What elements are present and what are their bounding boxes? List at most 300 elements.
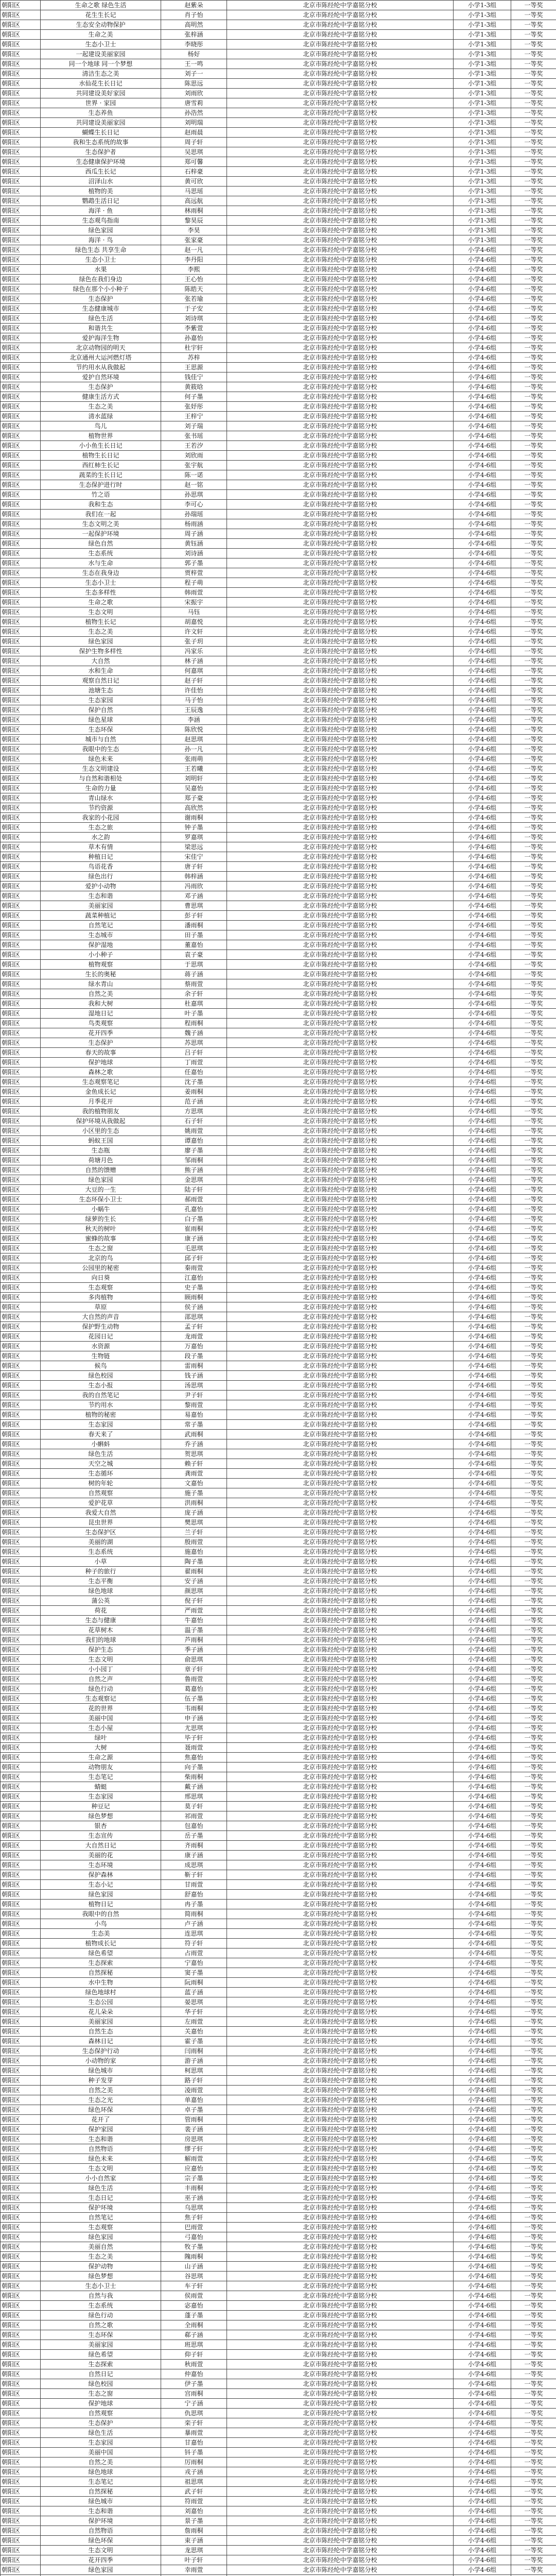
district-cell: 朝阳区 xyxy=(1,1831,41,1841)
author-cell: 王梓宁 xyxy=(161,412,227,421)
table-row xyxy=(1,2565,556,2575)
work-title-cell: 生态环保 xyxy=(41,725,161,735)
work-title-cell: 植物成长记 xyxy=(41,1939,161,1948)
award-level-cell: 一等奖 xyxy=(511,2144,556,2154)
work-title-cell: 生态探索 xyxy=(41,1958,161,1968)
school-cell: 北京市陈经纶中学嘉铭分校 xyxy=(227,1126,454,1136)
work-title-cell: 生态观察记 xyxy=(41,1694,161,1704)
school-cell: 北京市陈经纶中学嘉铭分校 xyxy=(227,2301,454,2311)
author-cell: 戴子涵 xyxy=(161,1782,227,1792)
author-cell: 叶子轩 xyxy=(161,2555,227,2565)
work-title-cell: 生态和谐 xyxy=(41,2506,161,2516)
grade-group-cell: 小学4-6组 xyxy=(454,1449,511,1459)
district-cell: 朝阳区 xyxy=(1,1381,41,1391)
school-cell: 北京市陈经纶中学嘉铭分校 xyxy=(227,1753,454,1762)
award-level-cell: 一等奖 xyxy=(511,970,556,979)
school-cell: 北京市陈经纶中学嘉铭分校 xyxy=(227,1439,454,1449)
grade-group-cell: 小学1-3组 xyxy=(454,40,511,49)
award-level-cell: 一等奖 xyxy=(511,1939,556,1948)
work-title-cell: 生命之歌 绿色生活 xyxy=(41,1,161,10)
district-cell: 朝阳区 xyxy=(1,2027,41,2037)
work-title-cell: 节约用水从我做起 xyxy=(41,363,161,372)
award-level-cell: 一等奖 xyxy=(511,558,556,568)
table-row xyxy=(1,1802,556,1811)
school-cell: 北京市陈经纶中学嘉铭分校 xyxy=(227,2164,454,2174)
district-cell: 朝阳区 xyxy=(1,49,41,59)
author-cell: 于子安 xyxy=(161,304,227,314)
table-row xyxy=(1,911,556,921)
school-cell: 北京市陈经纶中学嘉铭分校 xyxy=(227,235,454,245)
table-row xyxy=(1,1302,556,1312)
grade-group-cell: 小学4-6组 xyxy=(454,1342,511,1351)
work-title-cell: 荷塘月色 xyxy=(41,1156,161,1165)
school-cell: 北京市陈经纶中学嘉铭分校 xyxy=(227,1929,454,1939)
table-row xyxy=(1,1900,556,1909)
author-cell: 钭子墨 xyxy=(161,2448,227,2458)
district-cell: 朝阳区 xyxy=(1,784,41,793)
award-level-cell: 一等奖 xyxy=(511,1772,556,1782)
school-cell: 北京市陈经纶中学嘉铭分校 xyxy=(227,49,454,59)
table-row xyxy=(1,363,556,372)
author-cell: 蓬子墨 xyxy=(161,2311,227,2320)
grade-group-cell: 小学4-6组 xyxy=(454,353,511,363)
author-cell: 冉子墨 xyxy=(161,1900,227,1909)
award-level-cell: 一等奖 xyxy=(511,1508,556,1518)
work-title-cell: 保护生物多样性 xyxy=(41,647,161,656)
award-level-cell: 一等奖 xyxy=(511,852,556,862)
school-cell: 北京市陈经纶中学嘉铭分校 xyxy=(227,421,454,431)
author-cell: 殷雨萱 xyxy=(161,1537,227,1547)
district-cell: 朝阳区 xyxy=(1,930,41,940)
district-cell: 朝阳区 xyxy=(1,1586,41,1596)
author-cell: 侯雨萱 xyxy=(161,2291,227,2301)
author-cell: 孙嘉怡 xyxy=(161,333,227,343)
district-cell: 朝阳区 xyxy=(1,842,41,852)
author-cell: 牛嘉怡 xyxy=(161,1616,227,1625)
work-title-cell: 植物的美 xyxy=(41,187,161,196)
award-level-cell: 一等奖 xyxy=(511,226,556,235)
award-level-cell: 一等奖 xyxy=(511,304,556,314)
grade-group-cell: 小学4-6组 xyxy=(454,2134,511,2144)
district-cell: 朝阳区 xyxy=(1,891,41,901)
table-row xyxy=(1,2389,556,2399)
table-row xyxy=(1,59,556,69)
work-title-cell: 自然与我 xyxy=(41,2291,161,2301)
grade-group-cell: 小学4-6组 xyxy=(454,970,511,979)
author-cell: 贺思琪 xyxy=(161,1449,227,1459)
school-cell: 北京市陈经纶中学嘉铭分校 xyxy=(227,2536,454,2546)
award-level-cell: 一等奖 xyxy=(511,2546,556,2555)
district-cell: 朝阳区 xyxy=(1,1792,41,1802)
district-cell: 朝阳区 xyxy=(1,89,41,98)
table-row xyxy=(1,304,556,314)
award-level-cell: 一等奖 xyxy=(511,1028,556,1038)
grade-group-cell: 小学4-6组 xyxy=(454,2115,511,2125)
district-cell: 朝阳区 xyxy=(1,265,41,275)
grade-group-cell: 小学1-3组 xyxy=(454,89,511,98)
award-level-cell: 一等奖 xyxy=(511,382,556,392)
grade-group-cell: 小学4-6组 xyxy=(454,1792,511,1802)
award-level-cell: 一等奖 xyxy=(511,1146,556,1156)
award-level-cell: 一等奖 xyxy=(511,686,556,696)
district-cell: 朝阳区 xyxy=(1,2330,41,2340)
school-cell: 北京市陈经纶中学嘉铭分校 xyxy=(227,1997,454,2007)
school-cell: 北京市陈经纶中学嘉铭分校 xyxy=(227,1273,454,1283)
award-level-cell: 一等奖 xyxy=(511,1420,556,1430)
work-title-cell: 美丽中国 xyxy=(41,1714,161,1723)
district-cell: 朝阳区 xyxy=(1,1224,41,1234)
author-cell: 牧子墨 xyxy=(161,2242,227,2252)
author-cell: 温子墨 xyxy=(161,1625,227,1635)
award-level-cell: 一等奖 xyxy=(511,1048,556,1058)
work-title-cell: 绿色生活 xyxy=(41,2428,161,2438)
grade-group-cell: 小学4-6组 xyxy=(454,1263,511,1273)
grade-group-cell: 小学4-6组 xyxy=(454,2438,511,2448)
school-cell: 北京市陈经纶中学嘉铭分校 xyxy=(227,1782,454,1792)
district-cell: 朝阳区 xyxy=(1,1821,41,1831)
school-cell: 北京市陈经纶中学嘉铭分校 xyxy=(227,2183,454,2193)
grade-group-cell: 小学4-6组 xyxy=(454,793,511,803)
work-title-cell: 生态公园 xyxy=(41,1997,161,2007)
author-cell: 孙瑞瑶 xyxy=(161,510,227,519)
author-cell: 黄可欣 xyxy=(161,177,227,187)
district-cell: 朝阳区 xyxy=(1,539,41,549)
work-title-cell: 生态文明 xyxy=(41,607,161,617)
table-row xyxy=(1,226,556,235)
grade-group-cell: 小学4-6组 xyxy=(454,2144,511,2154)
table-row xyxy=(1,2379,556,2389)
table-row xyxy=(1,2134,556,2144)
grade-group-cell: 小学4-6组 xyxy=(454,882,511,891)
grade-group-cell: 小学4-6组 xyxy=(454,245,511,255)
author-cell: 赵一凡 xyxy=(161,245,227,255)
school-cell: 北京市陈经纶中学嘉铭分校 xyxy=(227,245,454,255)
school-cell: 北京市陈经纶中学嘉铭分校 xyxy=(227,1214,454,1224)
district-cell: 朝阳区 xyxy=(1,764,41,774)
author-cell: 龚雨萱 xyxy=(161,1469,227,1479)
table-row xyxy=(1,2232,556,2242)
district-cell: 朝阳区 xyxy=(1,2086,41,2095)
author-cell: 陶子墨 xyxy=(161,1557,227,1567)
district-cell: 朝阳区 xyxy=(1,1126,41,1136)
award-level-cell: 一等奖 xyxy=(511,519,556,529)
school-cell: 北京市陈经纶中学嘉铭分校 xyxy=(227,1625,454,1635)
work-title-cell: 爱护花草 xyxy=(41,1498,161,1508)
work-title-cell: 生态保护者 xyxy=(41,147,161,157)
table-row xyxy=(1,1625,556,1635)
grade-group-cell: 小学4-6组 xyxy=(454,1508,511,1518)
table-row xyxy=(1,588,556,598)
award-level-cell: 一等奖 xyxy=(511,940,556,950)
table-row xyxy=(1,1606,556,1616)
school-cell: 北京市陈经纶中学嘉铭分校 xyxy=(227,2281,454,2291)
school-cell: 北京市陈经纶中学嘉铭分校 xyxy=(227,862,454,872)
work-title-cell: 绿色家园 xyxy=(41,1175,161,1185)
school-cell: 北京市陈经纶中学嘉铭分校 xyxy=(227,1410,454,1420)
grade-group-cell: 小学4-6组 xyxy=(454,588,511,598)
author-cell: 文嘉怡 xyxy=(161,1479,227,1488)
table-row xyxy=(1,1253,556,1263)
award-level-cell: 一等奖 xyxy=(511,2360,556,2369)
table-row xyxy=(1,2281,556,2291)
district-cell: 朝阳区 xyxy=(1,470,41,480)
school-cell: 北京市陈经纶中学嘉铭分校 xyxy=(227,1557,454,1567)
grade-group-cell: 小学4-6组 xyxy=(454,441,511,451)
district-cell: 朝阳区 xyxy=(1,911,41,921)
author-cell: 刘诗琪 xyxy=(161,314,227,324)
award-level-cell: 一等奖 xyxy=(511,1136,556,1146)
work-title-cell: 生命的力量 xyxy=(41,784,161,793)
grade-group-cell: 小学4-6组 xyxy=(454,803,511,813)
district-cell: 朝阳区 xyxy=(1,598,41,607)
grade-group-cell: 小学1-3组 xyxy=(454,59,511,69)
author-cell: 唐雪莉 xyxy=(161,98,227,108)
grade-group-cell: 小学4-6组 xyxy=(454,705,511,715)
table-row xyxy=(1,2546,556,2555)
work-title-cell: 种子发芽 xyxy=(41,2076,161,2086)
grade-group-cell: 小学4-6组 xyxy=(454,1469,511,1479)
table-row xyxy=(1,1929,556,1939)
author-cell: 宫雨桐 xyxy=(161,2389,227,2399)
award-level-cell: 一等奖 xyxy=(511,1381,556,1391)
author-cell: 许文轩 xyxy=(161,627,227,637)
table-row xyxy=(1,2007,556,2017)
work-title-cell: 与自然和谐相处 xyxy=(41,774,161,784)
district-cell: 朝阳区 xyxy=(1,245,41,255)
grade-group-cell: 小学4-6组 xyxy=(454,1028,511,1038)
district-cell: 朝阳区 xyxy=(1,1107,41,1116)
table-row xyxy=(1,108,556,118)
award-level-cell: 一等奖 xyxy=(511,1371,556,1381)
district-cell: 朝阳区 xyxy=(1,2223,41,2232)
district-cell: 朝阳区 xyxy=(1,1430,41,1439)
award-level-cell: 一等奖 xyxy=(511,1165,556,1175)
grade-group-cell: 小学1-3组 xyxy=(454,206,511,216)
district-cell: 朝阳区 xyxy=(1,1087,41,1097)
district-cell: 朝阳区 xyxy=(1,715,41,725)
grade-group-cell: 小学1-3组 xyxy=(454,30,511,40)
district-cell: 朝阳区 xyxy=(1,1498,41,1508)
grade-group-cell: 小学4-6组 xyxy=(454,2311,511,2320)
school-cell: 北京市陈经纶中学嘉铭分校 xyxy=(227,2037,454,2046)
grade-group-cell: 小学4-6组 xyxy=(454,2066,511,2076)
work-title-cell: 花开了 xyxy=(41,2115,161,2125)
school-cell: 北京市陈经纶中学嘉铭分校 xyxy=(227,1038,454,1048)
grade-group-cell: 小学4-6组 xyxy=(454,1880,511,1890)
table-row xyxy=(1,1459,556,1469)
award-level-cell: 一等奖 xyxy=(511,754,556,764)
district-cell: 朝阳区 xyxy=(1,421,41,431)
school-cell: 北京市陈经纶中学嘉铭分校 xyxy=(227,1253,454,1263)
award-level-cell: 一等奖 xyxy=(511,2095,556,2105)
table-row xyxy=(1,1537,556,1547)
table-row xyxy=(1,1488,556,1498)
author-cell: 毛思琪 xyxy=(161,1244,227,1253)
work-title-cell: 绿色自然 xyxy=(41,539,161,549)
district-cell: 朝阳区 xyxy=(1,412,41,421)
award-level-cell: 一等奖 xyxy=(511,118,556,128)
author-cell: 连思琪 xyxy=(161,1929,227,1939)
work-title-cell: 池塘生态 xyxy=(41,686,161,696)
author-cell: 卢子涵 xyxy=(161,1919,227,1929)
district-cell: 朝阳区 xyxy=(1,2066,41,2076)
table-row xyxy=(1,2369,556,2379)
table-row xyxy=(1,725,556,735)
district-cell: 朝阳区 xyxy=(1,1439,41,1449)
award-level-cell: 一等奖 xyxy=(511,343,556,353)
grade-group-cell: 小学4-6组 xyxy=(454,823,511,833)
author-cell: 廖子墨 xyxy=(161,1146,227,1156)
school-cell: 北京市陈经纶中学嘉铭分校 xyxy=(227,568,454,578)
table-row xyxy=(1,1400,556,1410)
district-cell: 朝阳区 xyxy=(1,480,41,490)
table-row xyxy=(1,480,556,490)
table-row xyxy=(1,1420,556,1430)
table-row xyxy=(1,1195,556,1205)
award-level-cell: 一等奖 xyxy=(511,979,556,989)
work-title-cell: 生态在我身边 xyxy=(41,568,161,578)
work-title-cell: 海洋 · 鱼 xyxy=(41,206,161,216)
school-cell: 北京市陈经纶中学嘉铭分校 xyxy=(227,1391,454,1400)
table-row xyxy=(1,1753,556,1762)
school-cell: 北京市陈经纶中学嘉铭分校 xyxy=(227,1518,454,1528)
grade-group-cell: 小学4-6组 xyxy=(454,2046,511,2056)
school-cell: 北京市陈经纶中学嘉铭分校 xyxy=(227,1224,454,1234)
award-level-cell: 一等奖 xyxy=(511,333,556,343)
district-cell: 朝阳区 xyxy=(1,823,41,833)
work-title-cell: 鸟儿 xyxy=(41,421,161,431)
author-cell: 刘子瑞 xyxy=(161,421,227,431)
work-title-cell: 蔬菜种植记 xyxy=(41,911,161,921)
work-title-cell: 爱护海洋生物 xyxy=(41,333,161,343)
school-cell: 北京市陈经纶中学嘉铭分校 xyxy=(227,275,454,284)
work-title-cell: 和谐共生 xyxy=(41,324,161,333)
district-cell: 朝阳区 xyxy=(1,1645,41,1655)
author-cell: 高欣然 xyxy=(161,803,227,813)
district-cell: 朝阳区 xyxy=(1,1733,41,1743)
district-cell: 朝阳区 xyxy=(1,2125,41,2134)
grade-group-cell: 小学1-3组 xyxy=(454,196,511,206)
author-cell: 俞思琪 xyxy=(161,1655,227,1665)
district-cell: 朝阳区 xyxy=(1,1665,41,1674)
award-level-cell: 一等奖 xyxy=(511,774,556,784)
author-cell: 乔子涵 xyxy=(161,1439,227,1449)
district-cell: 朝阳区 xyxy=(1,2262,41,2272)
work-title-cell: 水与生命 xyxy=(41,558,161,568)
work-title-cell: 绿色地球 xyxy=(41,2467,161,2477)
award-level-cell: 一等奖 xyxy=(511,79,556,89)
grade-group-cell: 小学4-6组 xyxy=(454,950,511,960)
grade-group-cell: 小学4-6组 xyxy=(454,1625,511,1635)
grade-group-cell: 小学4-6组 xyxy=(454,1733,511,1743)
school-cell: 北京市陈经纶中学嘉铭分校 xyxy=(227,1958,454,1968)
work-title-cell: 绿叶 xyxy=(41,1733,161,1743)
table-row xyxy=(1,372,556,382)
author-cell: 李熙 xyxy=(161,265,227,275)
table-row xyxy=(1,970,556,979)
school-cell: 北京市陈经纶中学嘉铭分校 xyxy=(227,412,454,421)
table-row xyxy=(1,1322,556,1332)
award-level-cell: 一等奖 xyxy=(511,1635,556,1645)
author-cell: 余子轩 xyxy=(161,989,227,999)
author-cell: 李涵 xyxy=(161,715,227,725)
table-row xyxy=(1,500,556,510)
table-row xyxy=(1,1890,556,1900)
award-level-cell: 一等奖 xyxy=(511,1929,556,1939)
school-cell: 北京市陈经纶中学嘉铭分校 xyxy=(227,2027,454,2037)
district-cell: 朝阳区 xyxy=(1,1655,41,1665)
district-cell: 朝阳区 xyxy=(1,529,41,539)
grade-group-cell: 小学4-6组 xyxy=(454,2506,511,2516)
grade-group-cell: 小学4-6组 xyxy=(454,431,511,441)
work-title-cell: 保护地球 xyxy=(41,1058,161,1067)
table-row xyxy=(1,1665,556,1674)
award-level-cell: 一等奖 xyxy=(511,2037,556,2046)
school-cell: 北京市陈经纶中学嘉铭分校 xyxy=(227,1283,454,1293)
award-level-cell: 一等奖 xyxy=(511,891,556,901)
school-cell: 北京市陈经纶中学嘉铭分校 xyxy=(227,2056,454,2066)
work-title-cell: 绿色城市 xyxy=(41,2497,161,2506)
grade-group-cell: 小学4-6组 xyxy=(454,2174,511,2183)
author-cell: 李昊 xyxy=(161,226,227,235)
author-cell: 钟子墨 xyxy=(161,823,227,833)
grade-group-cell: 小学4-6组 xyxy=(454,1762,511,1772)
district-cell: 朝阳区 xyxy=(1,2399,41,2409)
grade-group-cell: 小学4-6组 xyxy=(454,2203,511,2213)
table-row xyxy=(1,1704,556,1714)
school-cell: 北京市陈经纶中学嘉铭分校 xyxy=(227,823,454,833)
table-row xyxy=(1,960,556,970)
grade-group-cell: 小学4-6组 xyxy=(454,1175,511,1185)
table-row xyxy=(1,2497,556,2506)
table-row xyxy=(1,686,556,696)
district-cell: 朝阳区 xyxy=(1,519,41,529)
award-level-cell: 一等奖 xyxy=(511,911,556,921)
school-cell: 北京市陈经纶中学嘉铭分校 xyxy=(227,1479,454,1488)
grade-group-cell: 小学4-6组 xyxy=(454,2223,511,2232)
school-cell: 北京市陈经纶中学嘉铭分校 xyxy=(227,1831,454,1841)
award-level-cell: 一等奖 xyxy=(511,2291,556,2301)
grade-group-cell: 小学4-6组 xyxy=(454,1283,511,1293)
work-title-cell: 生态观察笔记 xyxy=(41,1077,161,1087)
school-cell: 北京市陈经纶中学嘉铭分校 xyxy=(227,901,454,911)
award-level-cell: 一等奖 xyxy=(511,1234,556,1244)
work-title-cell: 生态保护 xyxy=(41,2418,161,2428)
grade-group-cell: 小学4-6组 xyxy=(454,1714,511,1723)
work-title-cell: 沼泽山水 xyxy=(41,177,161,187)
work-title-cell: 我和大树 xyxy=(41,999,161,1009)
district-cell: 朝阳区 xyxy=(1,1205,41,1214)
award-level-cell: 一等奖 xyxy=(511,402,556,412)
district-cell: 朝阳区 xyxy=(1,147,41,157)
school-cell: 北京市陈经纶中学嘉铭分校 xyxy=(227,226,454,235)
grade-group-cell: 小学4-6组 xyxy=(454,1205,511,1214)
school-cell: 北京市陈经纶中学嘉铭分校 xyxy=(227,979,454,989)
district-cell: 朝阳区 xyxy=(1,2272,41,2281)
award-level-cell: 一等奖 xyxy=(511,392,556,402)
author-cell: 邹雨桐 xyxy=(161,1156,227,1165)
author-cell: 祖思琪 xyxy=(161,2477,227,2487)
work-title-cell: 小小鱼生长日记 xyxy=(41,441,161,451)
work-title-cell: 绿色梦想 xyxy=(41,1811,161,1821)
author-cell: 秦雨萱 xyxy=(161,1263,227,1273)
grade-group-cell: 小学4-6组 xyxy=(454,275,511,284)
district-cell: 朝阳区 xyxy=(1,461,41,470)
work-title-cell: 公园里的秘密 xyxy=(41,1263,161,1273)
author-cell: 裴子涵 xyxy=(161,2125,227,2134)
award-level-cell: 一等奖 xyxy=(511,2183,556,2193)
author-cell: 杜宇轩 xyxy=(161,343,227,353)
